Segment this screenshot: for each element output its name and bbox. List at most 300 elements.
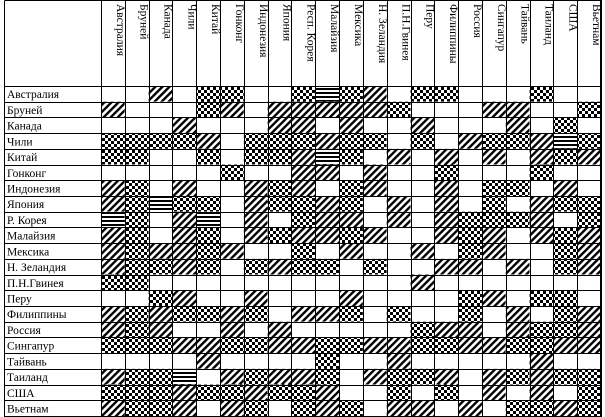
- matrix-cell: [149, 275, 173, 291]
- matrix-cell: [506, 259, 530, 275]
- matrix-cell: [244, 322, 268, 338]
- matrix-cell: [172, 322, 196, 338]
- column-header: Перу: [423, 4, 436, 29]
- matrix-cell: [458, 180, 482, 196]
- matrix-cell: [339, 149, 363, 165]
- matrix-cell: [101, 385, 125, 401]
- matrix-cell: [506, 227, 530, 243]
- column-header: Гонконг: [232, 4, 245, 44]
- matrix-cell: [149, 306, 173, 322]
- matrix-cell: [411, 385, 435, 401]
- matrix-cell: [506, 322, 530, 338]
- matrix-cell: [244, 337, 268, 353]
- matrix-cell: [101, 243, 125, 259]
- matrix-cell: [125, 133, 149, 149]
- matrix-cell: [458, 400, 482, 416]
- matrix-cell: [458, 149, 482, 165]
- matrix-cell: [291, 275, 315, 291]
- matrix-cell: [315, 149, 339, 165]
- matrix-cell: [125, 337, 149, 353]
- matrix-cell: [458, 353, 482, 369]
- matrix-cell: [387, 180, 411, 196]
- matrix-cell: [411, 227, 435, 243]
- matrix-cell: [125, 259, 149, 275]
- matrix-cell: [458, 385, 482, 401]
- matrix-cell: [315, 322, 339, 338]
- matrix-cell: [220, 322, 244, 338]
- matrix-cell: [220, 400, 244, 416]
- matrix-cell: [291, 290, 315, 306]
- matrix-cell: [577, 322, 601, 338]
- matrix-cell: [149, 322, 173, 338]
- row-header: Канада: [7, 120, 42, 133]
- matrix-cell: [196, 133, 220, 149]
- matrix-cell: [387, 243, 411, 259]
- matrix-cell: [363, 102, 387, 118]
- matrix-cell: [387, 149, 411, 165]
- matrix-cell: [172, 290, 196, 306]
- matrix-cell: [172, 353, 196, 369]
- matrix-cell: [172, 165, 196, 181]
- matrix-cell: [315, 306, 339, 322]
- matrix-cell: [315, 353, 339, 369]
- matrix-cell: [268, 165, 292, 181]
- matrix-cell: [387, 102, 411, 118]
- matrix-cell: [220, 259, 244, 275]
- matrix-cell: [220, 275, 244, 291]
- matrix-cell: [220, 149, 244, 165]
- matrix-cell: [339, 86, 363, 102]
- matrix-cell: [101, 117, 125, 133]
- matrix-cell: [244, 385, 268, 401]
- row-header: Перу: [7, 293, 32, 306]
- matrix-cell: [530, 196, 554, 212]
- matrix-cell: [268, 290, 292, 306]
- matrix-cell: [363, 227, 387, 243]
- row-header: Китай: [7, 152, 38, 165]
- matrix-cell: [196, 275, 220, 291]
- matrix-cell: [506, 180, 530, 196]
- column-header: Сингапур: [494, 4, 507, 52]
- matrix-cell: [411, 275, 435, 291]
- matrix-cell: [411, 243, 435, 259]
- matrix-cell: [434, 86, 458, 102]
- matrix-cell: [506, 212, 530, 228]
- matrix-cell: [530, 117, 554, 133]
- column-headers: [114, 4, 602, 64]
- matrix-cell: [506, 243, 530, 259]
- matrix-cell: [387, 400, 411, 416]
- matrix-cell: [268, 322, 292, 338]
- matrix-cell: [506, 290, 530, 306]
- matrix-cell: [196, 322, 220, 338]
- matrix-cell: [577, 400, 601, 416]
- matrix-cell: [125, 400, 149, 416]
- matrix-cell: [577, 212, 601, 228]
- matrix-cell: [506, 117, 530, 133]
- matrix-cell: [244, 400, 268, 416]
- matrix-cell: [315, 180, 339, 196]
- column-header: Россия: [471, 4, 484, 38]
- matrix-cell: [268, 149, 292, 165]
- matrix-cell: [553, 290, 577, 306]
- matrix-cell: [577, 290, 601, 306]
- matrix-cell: [482, 337, 506, 353]
- matrix-cell: [530, 180, 554, 196]
- matrix-cell: [363, 259, 387, 275]
- matrix-cell: [244, 275, 268, 291]
- matrix-cell: [387, 259, 411, 275]
- matrix-cell: [411, 353, 435, 369]
- matrix-cell: [149, 180, 173, 196]
- cells-layer: [101, 86, 601, 416]
- matrix-cell: [125, 149, 149, 165]
- matrix-cell: [458, 196, 482, 212]
- matrix-cell: [482, 180, 506, 196]
- matrix-cell: [434, 196, 458, 212]
- matrix-cell: [125, 385, 149, 401]
- matrix-cell: [482, 86, 506, 102]
- matrix-cell: [291, 196, 315, 212]
- matrix-cell: [172, 149, 196, 165]
- matrix-cell: [196, 180, 220, 196]
- matrix-cell: [482, 102, 506, 118]
- matrix-cell: [363, 133, 387, 149]
- matrix-cell: [387, 353, 411, 369]
- matrix-cell: [268, 306, 292, 322]
- matrix-cell: [363, 400, 387, 416]
- matrix-cell: [577, 369, 601, 385]
- matrix-cell: [101, 86, 125, 102]
- row-header: Чили: [7, 136, 33, 149]
- matrix-cell: [149, 243, 173, 259]
- matrix-cell: [149, 102, 173, 118]
- row-header: Вьетнам: [7, 403, 49, 416]
- matrix-cell: [434, 259, 458, 275]
- matrix-cell: [530, 259, 554, 275]
- matrix-cell: [149, 133, 173, 149]
- column-header: П.Н.Гвинея: [399, 4, 412, 61]
- matrix-cell: [577, 353, 601, 369]
- row-header: Филиппины: [7, 309, 67, 322]
- matrix-cell: [411, 196, 435, 212]
- matrix-cell: [387, 337, 411, 353]
- matrix-cell: [315, 400, 339, 416]
- matrix-cell: [458, 165, 482, 181]
- matrix-cell: [411, 86, 435, 102]
- matrix-cell: [530, 133, 554, 149]
- matrix-cell: [339, 337, 363, 353]
- matrix-cell: [363, 290, 387, 306]
- matrix-cell: [101, 227, 125, 243]
- matrix-cell: [220, 102, 244, 118]
- matrix-cell: [172, 259, 196, 275]
- matrix-cell: [434, 400, 458, 416]
- matrix-cell: [172, 400, 196, 416]
- matrix-cell: [339, 322, 363, 338]
- matrix-cell: [577, 227, 601, 243]
- matrix-cell: [387, 86, 411, 102]
- matrix-cell: [363, 149, 387, 165]
- matrix-cell: [577, 102, 601, 118]
- matrix-cell: [220, 227, 244, 243]
- matrix-cell: [482, 196, 506, 212]
- column-header: Индонезия: [256, 4, 269, 58]
- matrix-cell: [101, 149, 125, 165]
- matrix-cell: [339, 290, 363, 306]
- matrix-cell: [506, 102, 530, 118]
- matrix-cell: [363, 243, 387, 259]
- matrix-cell: [101, 180, 125, 196]
- matrix-cell: [577, 196, 601, 212]
- matrix-cell: [553, 322, 577, 338]
- matrix-cell: [196, 227, 220, 243]
- row-header: П.Н.Гвинея: [7, 277, 64, 290]
- matrix-cell: [339, 117, 363, 133]
- matrix-cell: [101, 275, 125, 291]
- matrix-cell: [149, 369, 173, 385]
- matrix-cell: [411, 290, 435, 306]
- matrix-cell: [553, 306, 577, 322]
- matrix-cell: [363, 165, 387, 181]
- matrix-cell: [577, 306, 601, 322]
- matrix-cell: [101, 400, 125, 416]
- matrix-cell: [577, 165, 601, 181]
- matrix-cell: [434, 290, 458, 306]
- matrix-cell: [196, 117, 220, 133]
- matrix-cell: [125, 369, 149, 385]
- matrix-cell: [411, 369, 435, 385]
- matrix-cell: [434, 243, 458, 259]
- matrix-cell: [172, 275, 196, 291]
- matrix-cell: [434, 385, 458, 401]
- matrix-cell: [434, 306, 458, 322]
- matrix-cell: [196, 102, 220, 118]
- matrix-cell: [220, 180, 244, 196]
- matrix-cell: [125, 212, 149, 228]
- column-header: Тайвань: [518, 4, 531, 44]
- matrix-cell: [363, 275, 387, 291]
- matrix-cell: [101, 290, 125, 306]
- matrix-cell: [387, 212, 411, 228]
- matrix-cell: [291, 337, 315, 353]
- matrix-cell: [172, 227, 196, 243]
- matrix-cell: [553, 196, 577, 212]
- matrix-cell: [339, 353, 363, 369]
- matrix-cell: [553, 369, 577, 385]
- matrix-cell: [387, 227, 411, 243]
- matrix-cell: [458, 259, 482, 275]
- matrix-cell: [244, 353, 268, 369]
- matrix-cell: [268, 227, 292, 243]
- row-header: Индонезия: [7, 183, 61, 196]
- matrix-cell: [101, 353, 125, 369]
- matrix-cell: [411, 337, 435, 353]
- matrix-cell: [458, 243, 482, 259]
- matrix-cell: [530, 212, 554, 228]
- matrix-cell: [387, 165, 411, 181]
- matrix-cell: [125, 196, 149, 212]
- matrix-cell: [411, 149, 435, 165]
- matrix-cell: [577, 86, 601, 102]
- matrix-cell: [196, 353, 220, 369]
- matrix-cell: [291, 212, 315, 228]
- matrix-cell: [101, 259, 125, 275]
- matrix-cell: [411, 102, 435, 118]
- matrix-cell: [196, 306, 220, 322]
- matrix-cell: [244, 196, 268, 212]
- matrix-cell: [339, 385, 363, 401]
- matrix-cell: [411, 212, 435, 228]
- matrix-cell: [125, 227, 149, 243]
- matrix-cell: [482, 212, 506, 228]
- matrix-cell: [577, 385, 601, 401]
- matrix-cell: [363, 385, 387, 401]
- matrix-cell: [101, 337, 125, 353]
- matrix-cell: [125, 243, 149, 259]
- matrix-cell: [291, 149, 315, 165]
- matrix-cell: [339, 400, 363, 416]
- matrix-cell: [172, 369, 196, 385]
- matrix-cell: [553, 149, 577, 165]
- matrix-cell: [268, 369, 292, 385]
- matrix-cell: [244, 227, 268, 243]
- matrix-cell: [363, 322, 387, 338]
- matrix-cell: [458, 117, 482, 133]
- row-header: Таиланд: [7, 372, 48, 385]
- matrix-cell: [434, 102, 458, 118]
- row-header: Мексика: [7, 246, 50, 259]
- matrix-cell: [125, 165, 149, 181]
- matrix-cell: [268, 117, 292, 133]
- column-header: Япония: [280, 4, 293, 42]
- column-header: Австралия: [113, 4, 126, 57]
- matrix-cell: [530, 102, 554, 118]
- matrix-cell: [291, 259, 315, 275]
- matrix-cell: [125, 102, 149, 118]
- matrix-cell: [268, 102, 292, 118]
- matrix-cell: [363, 196, 387, 212]
- matrix-cell: [434, 117, 458, 133]
- matrix-cell: [172, 337, 196, 353]
- matrix-cell: [458, 86, 482, 102]
- matrix-cell: [172, 180, 196, 196]
- matrix-cell: [196, 385, 220, 401]
- matrix-cell: [530, 306, 554, 322]
- matrix-cell: [196, 196, 220, 212]
- matrix-cell: [577, 243, 601, 259]
- matrix-cell: [291, 353, 315, 369]
- matrix-cell: [506, 149, 530, 165]
- matrix-cell: [434, 369, 458, 385]
- matrix-cell: [268, 385, 292, 401]
- matrix-cell: [434, 180, 458, 196]
- matrix-cell: [268, 259, 292, 275]
- row-headers: [7, 89, 67, 415]
- matrix-cell: [339, 102, 363, 118]
- matrix-cell: [458, 290, 482, 306]
- matrix-cell: [339, 243, 363, 259]
- matrix-cell: [315, 86, 339, 102]
- matrix-cell: [363, 86, 387, 102]
- matrix-cell: [315, 133, 339, 149]
- matrix-cell: [196, 400, 220, 416]
- row-header: Бруней: [7, 104, 43, 117]
- matrix-cell: [339, 259, 363, 275]
- matrix-cell: [339, 369, 363, 385]
- matrix-cell: [530, 165, 554, 181]
- matrix-cell: [291, 306, 315, 322]
- matrix-cell: [411, 322, 435, 338]
- row-header: Сингапур: [7, 340, 55, 353]
- matrix-cell: [434, 227, 458, 243]
- matrix-cell: [482, 369, 506, 385]
- matrix-cell: [244, 149, 268, 165]
- matrix-cell: [458, 322, 482, 338]
- matrix-cell: [291, 133, 315, 149]
- matrix-cell: [482, 149, 506, 165]
- matrix-cell: [149, 227, 173, 243]
- matrix-cell: [482, 400, 506, 416]
- matrix-cell: [339, 180, 363, 196]
- matrix-cell: [363, 337, 387, 353]
- matrix-cell: [125, 353, 149, 369]
- matrix-cell: [149, 353, 173, 369]
- matrix-cell: [220, 196, 244, 212]
- matrix-cell: [553, 259, 577, 275]
- matrix-cell: [411, 133, 435, 149]
- matrix-cell: [553, 353, 577, 369]
- matrix-cell: [458, 337, 482, 353]
- matrix-cell: [244, 212, 268, 228]
- matrix-cell: [244, 369, 268, 385]
- matrix-cell: [220, 243, 244, 259]
- matrix-cell: [506, 400, 530, 416]
- matrix-cell: [506, 196, 530, 212]
- matrix-cell: [220, 212, 244, 228]
- matrix-cell: [244, 102, 268, 118]
- matrix-cell: [268, 180, 292, 196]
- matrix-cell: [339, 212, 363, 228]
- matrix-cell: [101, 369, 125, 385]
- matrix-cell: [434, 212, 458, 228]
- matrix-cell: [458, 133, 482, 149]
- matrix-cell: [530, 275, 554, 291]
- matrix-cell: [434, 353, 458, 369]
- matrix-cell: [268, 353, 292, 369]
- matrix-cell: [530, 290, 554, 306]
- matrix-cell: [482, 227, 506, 243]
- matrix-cell: [101, 212, 125, 228]
- matrix-cell: [553, 337, 577, 353]
- matrix-cell: [387, 385, 411, 401]
- row-header: Малайзия: [7, 230, 56, 243]
- matrix-cell: [268, 337, 292, 353]
- matrix-cell: [244, 290, 268, 306]
- matrix-cell: [530, 227, 554, 243]
- matrix-cell: [172, 117, 196, 133]
- matrix-cell: [315, 385, 339, 401]
- matrix-cell: [291, 165, 315, 181]
- row-header: Австралия: [7, 89, 60, 102]
- matrix-cell: [244, 180, 268, 196]
- matrix-cell: [244, 86, 268, 102]
- matrix-cell: [196, 212, 220, 228]
- matrix-cell: [553, 86, 577, 102]
- matrix-cell: [363, 369, 387, 385]
- matrix-cell: [149, 259, 173, 275]
- matrix-cell: [530, 86, 554, 102]
